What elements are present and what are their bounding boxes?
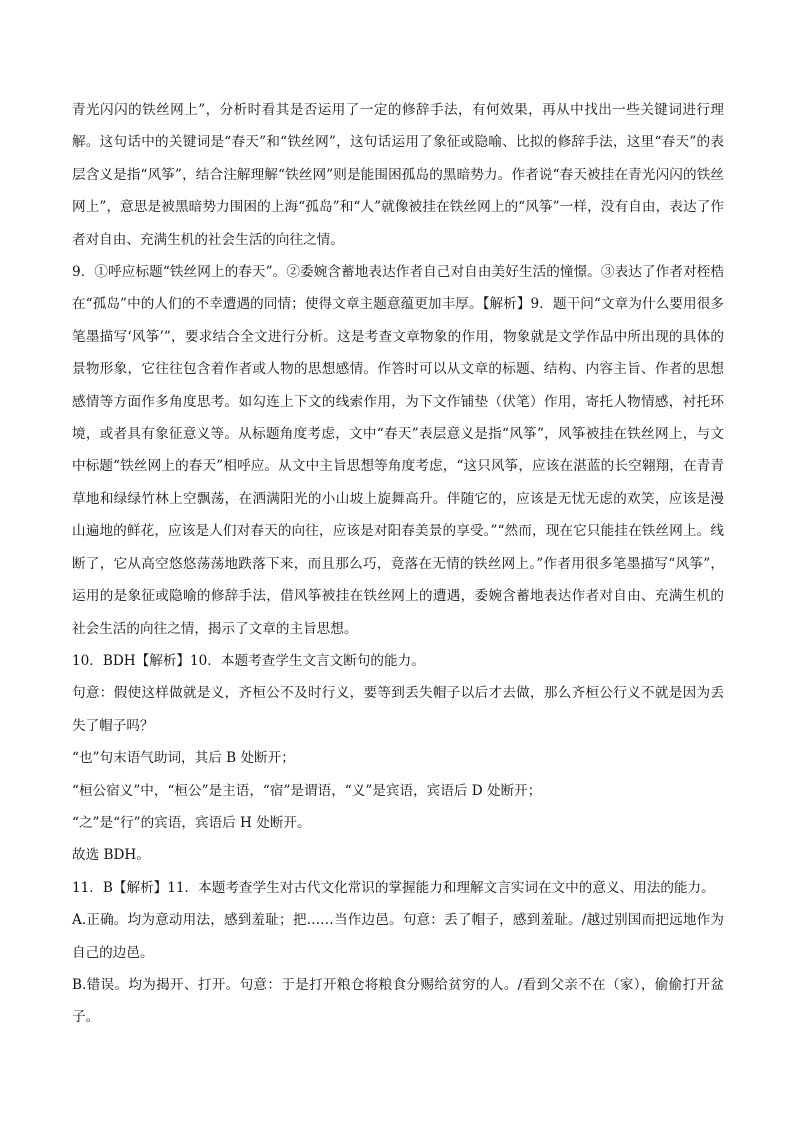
paragraph-choice-10: 故选 BDH。 [72,847,150,864]
paragraph-intro: 青光闪闪的铁丝网上”，分析时看其是否运用了一定的修辞手法，有何效果，再从中找出一些关键词进行理解。这句话中的关键词是“春天”和“铁丝网”，这句话运用了象征或隐喻、比拟的修辞手法，这里“春天”的表层含义是指“风筝”，结合注解理解“铁丝网”则是能围困孤岛的黑暗势力。作者说“春天被挂在青光闪闪的铁丝网上”，意思是被黑暗势力围困的上海“孤岛”和“人”就像被挂在铁丝网上的“风筝”一样，没有自由，表达了作者对自由、充满生机的社会生活的向往之情。 [72,102,724,248]
paragraph-answer-9: 9．①呼应标题“铁丝网上的春天”。②委婉含蓄地表达作者自己对自由美好生活的憧憬。③表达了作者对桎梏在“孤岛”中的人们的不幸遭遇的同情；使得文章主题意蕴更加丰厚。【解析】9．题干问“文章为什么要用很多笔墨描写‘风筝’”，要求结合全文进行分析。这是考查文章物象的作用，物象就是文学作品中所出现的具体的景物形象，它往往包含着作者或人物的思想感情。作答时可以从文章的标题、结构、内容主旨、作者的思想感情等方面作多角度思考。如勾连上下文的线索作用，为下文作铺垫（伏笔）作用，寄托人物情感，衬托环境，或者具有象征意义等。从标题角度考虑，文中“春天”表层意义是指“风筝”，风筝被挂在铁丝网上，与文中标题“铁丝网上的春天”相呼应。从文中主旨思想等角度考虑，“这只风筝，应该在湛蓝的长空翱翔，在青青草地和绿绿竹林上空飘荡，在洒满阳光的小山坡上旋舞高升。伴随它的，应该是无忧无虑的欢笑，应该是漫山遍地的鲜花，应该是人们对春天的向往，应该是对阳春美景的享受。”“然而，现在它只能挂在铁丝网上。线断了，它从高空悠悠荡荡地跌落下来，而且那么巧，竟落在无情的铁丝网上。”作者用很多笔墨描写“风筝”，运用的是象征或隐喻的修辞手法，借风筝被挂在铁丝网上的遭遇，委婉含蓄地表达作者对自由、充满生机的社会生活的向往之情，揭示了文章的主旨思想。 [72,264,724,637]
paragraph-sentence-meaning: 句意：假使这样做就是义，齐桓公不及时行义，要等到丢失帽子以后才去做，那么齐桓公行义不就是因为丢失了帽子吗？ [72,685,724,734]
paragraph-option-a: A.正确。均为意动用法，感到羞耻；把……当作边邑。句意：丢了帽子，感到羞耻。/越过别国而把远地作为自己的边邑。 [72,912,724,961]
paragraph-answer-11: 11．B【解析】11．本题考查学生对古代文化常识的掌握能力和理解文言实词在文中的意义、用法的能力。 [72,879,715,896]
paragraph-option-b: B.错误。均为揭开、打开。句意：于是打开粮仓将粮食分赐给贫穷的人。/看到父亲不在（家），偷偷打开盆子。 [72,976,724,1026]
paragraph-answer-10: 10．BDH【解析】10．本题考查学生文言文断句的能力。 [72,652,425,669]
document-body [72,94,724,1034]
paragraph-break-d: “桓公宿义”中，“桓公”是主语，“宿”是谓语，“义”是宾语，宾语后 D 处断开； [72,782,542,799]
paragraph-break-h: “之”是“行”的宾语，宾语后 H 处断开。 [72,814,311,831]
paragraph-break-b: “也”句末语气助词，其后 B 处断开； [72,750,295,767]
